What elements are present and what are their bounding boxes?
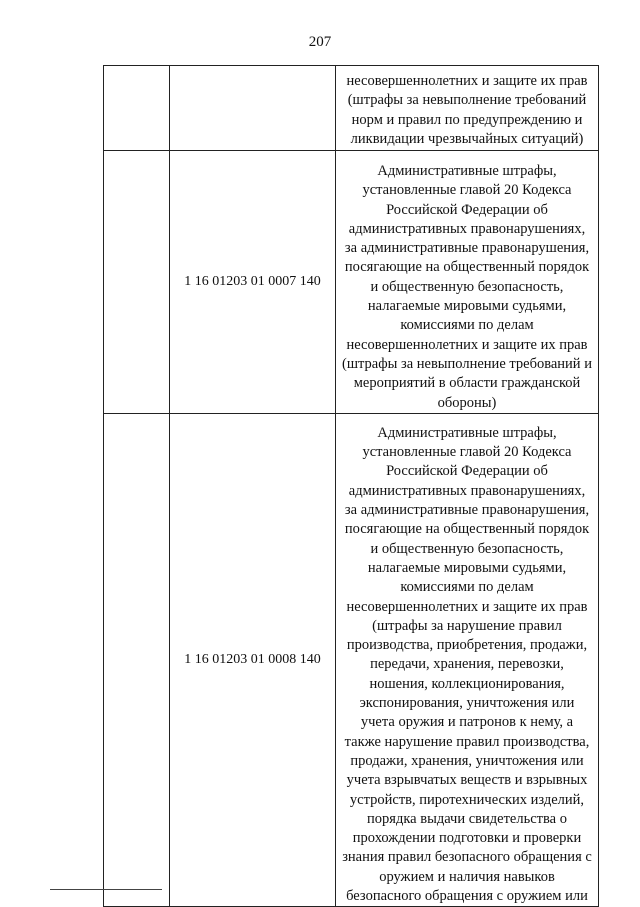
description-line: учета оружия и патронов к нему, а	[360, 714, 574, 731]
description-line: комиссиями по делам	[400, 317, 534, 334]
description-line: норм и правил по предупреждению и	[351, 111, 583, 128]
page-number: 207	[308, 34, 332, 50]
description-cell	[336, 151, 599, 414]
description-line: ношения, коллекционирования,	[369, 675, 565, 692]
table-row	[104, 66, 599, 151]
description-line: посягающие на общественный порядок	[344, 521, 590, 538]
description-line: прохождении подготовки и проверки	[352, 830, 582, 847]
description-line: посягающие на общественный порядок	[344, 259, 590, 276]
description-line: порядка выдачи свидетельства о	[367, 810, 567, 827]
description-line: Российской Федерации об	[386, 201, 548, 218]
description-line: за административные правонарушения,	[344, 240, 590, 257]
description-line: оружием и наличия навыков	[379, 868, 555, 885]
description-line: передачи, хранения, перевозки,	[370, 656, 564, 673]
description-line: безопасного обращения с оружием или	[346, 887, 588, 904]
description-line: налагаемые мировыми судьями,	[367, 298, 567, 315]
description-line: ликвидации чрезвычайных ситуаций)	[350, 130, 584, 147]
description-line: за административные правонарушения,	[344, 502, 590, 519]
description-line: установленные главой 20 Кодекса	[362, 444, 572, 461]
description-line: (штрафы за нарушение правил	[372, 617, 562, 634]
row-index-cell	[104, 151, 170, 414]
description-line: мероприятий в области гражданской	[353, 375, 581, 392]
description-line: административных правонарушениях,	[348, 220, 586, 237]
footnote-divider	[50, 889, 162, 890]
description-line: Российской Федерации об	[386, 463, 548, 480]
description-line: несовершеннолетних и защите их прав	[346, 336, 588, 353]
description-cell	[336, 66, 599, 151]
description-line: также нарушение правил производства,	[344, 733, 590, 750]
description-line: и общественную безопасность,	[370, 540, 564, 557]
description-line: комиссиями по делам	[400, 579, 534, 596]
description-line: (штрафы за невыполнение требований	[347, 92, 587, 109]
description-line: обороны)	[437, 394, 497, 411]
description-line: (штрафы за невыполнение требований и	[342, 355, 592, 372]
description-line: административных правонарушениях,	[348, 482, 586, 499]
description-line: экспонирования, уничтожения или	[359, 695, 575, 712]
description-line: налагаемые мировыми судьями,	[367, 559, 567, 576]
budget-code-cell: 1 16 01203 01 0008 140	[170, 413, 336, 906]
budget-code-cell: 1 16 01203 01 0007 140	[170, 151, 336, 414]
description-line: несовершеннолетних и защите их прав	[346, 598, 588, 615]
description-line: продажи, хранения, уничтожения или	[350, 752, 584, 769]
description-line: Административные штрафы,	[377, 163, 557, 179]
description-line: и общественную безопасность,	[370, 278, 564, 295]
budget-codes-table	[103, 65, 599, 907]
row-index-cell	[104, 66, 170, 151]
table-row	[104, 413, 599, 906]
table-row	[104, 151, 599, 414]
description-line: знания правил безопасного обращения с	[342, 849, 592, 866]
description-line: учета взрывчатых веществ и взрывных	[346, 772, 588, 789]
description-line: установленные главой 20 Кодекса	[362, 182, 572, 199]
description-line: Административные штрафы,	[377, 424, 557, 441]
row-index-cell	[104, 413, 170, 906]
description-line: несовершеннолетних и защите их прав	[346, 73, 588, 89]
description-line: производства, приобретения, продажи,	[346, 637, 588, 654]
description-cell	[336, 413, 599, 906]
description-line: устройств, пиротехнических изделий,	[349, 791, 585, 808]
budget-code-cell	[170, 66, 336, 151]
